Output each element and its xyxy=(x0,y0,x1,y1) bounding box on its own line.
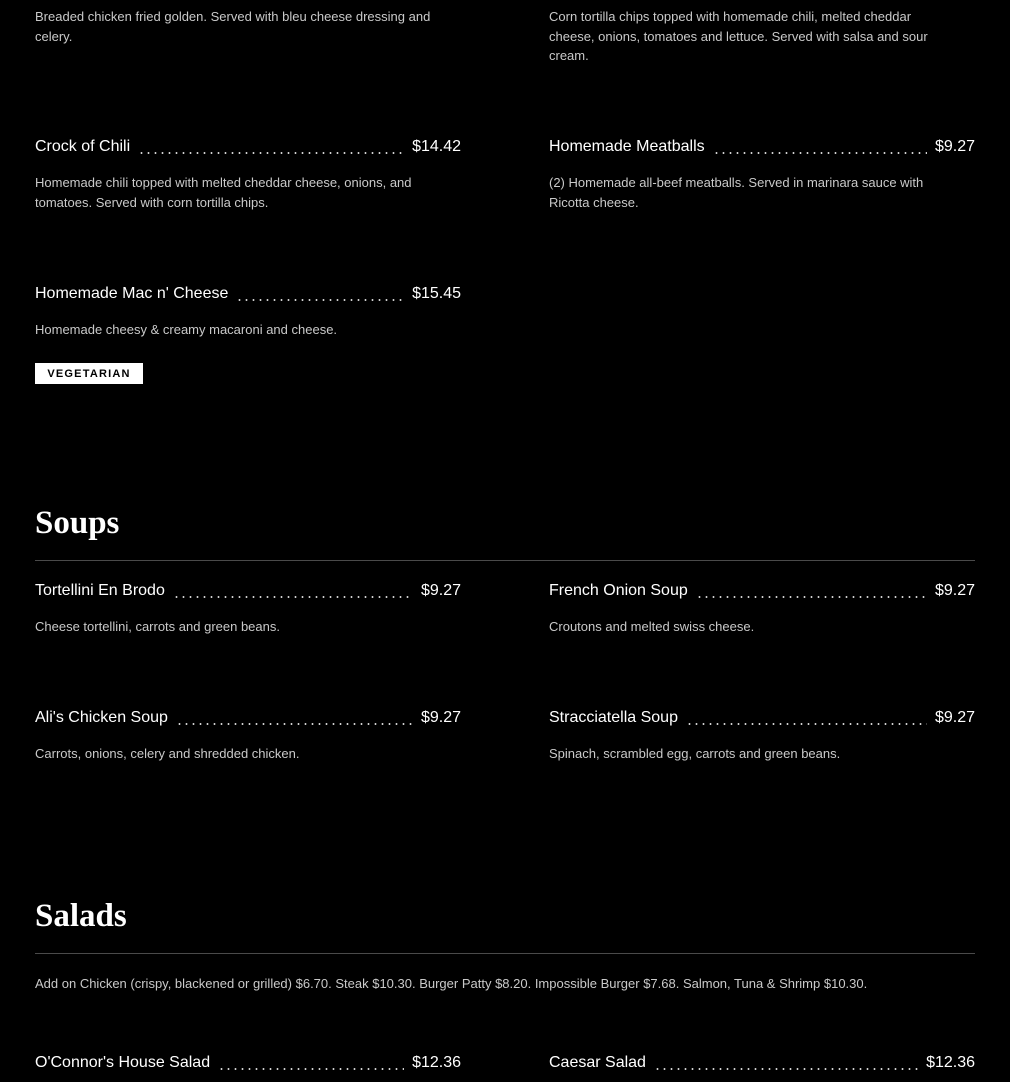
item-price: $15.45 xyxy=(412,285,461,302)
dotted-leader xyxy=(218,1068,404,1070)
item-price: $14.42 xyxy=(412,138,461,155)
item-name: Ali's Chicken Soup xyxy=(35,709,168,726)
item-price: $9.27 xyxy=(934,582,975,599)
dotted-leader xyxy=(713,152,927,154)
item-name: French Onion Soup xyxy=(549,582,688,599)
item-price: $12.36 xyxy=(412,1054,461,1071)
menu-item-oconnors-house-salad xyxy=(35,1054,461,1078)
item-name: Stracciatella Soup xyxy=(549,709,678,726)
menu-item-crock-of-chili xyxy=(35,138,461,162)
section-divider xyxy=(35,560,975,561)
item-name: Caesar Salad xyxy=(549,1054,646,1071)
menu-item-caesar-salad xyxy=(549,1054,975,1078)
section-title-soups: Soups xyxy=(35,505,120,541)
dotted-leader xyxy=(696,596,927,598)
section-title-salads: Salads xyxy=(35,898,127,934)
item-description: Croutons and melted swiss cheese. xyxy=(549,619,755,634)
item-description: Corn tortilla chips topped with homemade chili, melted cheddar cheese, onions, tomatoes and lettuce. Served with salsa and sour cream. xyxy=(549,9,928,63)
dotted-leader xyxy=(236,299,404,301)
item-price: $9.27 xyxy=(934,709,975,726)
item-price: $9.27 xyxy=(420,582,461,599)
item-price: $12.36 xyxy=(926,1054,975,1071)
menu-item-stracciatella-soup xyxy=(549,709,975,733)
item-price: $9.27 xyxy=(420,709,461,726)
dotted-leader xyxy=(686,723,927,725)
vegetarian-badge: VEGETARIAN xyxy=(35,363,143,384)
item-name: O'Connor's House Salad xyxy=(35,1054,211,1071)
dotted-leader xyxy=(654,1068,918,1070)
menu-item-french-onion-soup xyxy=(549,582,975,606)
item-description: Breaded chicken fried golden. Served with bleu cheese dressing and celery. xyxy=(35,9,431,44)
dotted-leader xyxy=(176,723,413,725)
item-name: Crock of Chili xyxy=(35,138,131,155)
menu-item-homemade-meatballs xyxy=(549,138,975,162)
item-description: Carrots, onions, celery and shredded chicken. xyxy=(35,746,300,761)
salads-addon-note: Add on Chicken (crispy, blackened or grilled) $6.70. Steak $10.30. Burger Patty $8.20. Impossible Burger $7.68. Salmon, Tuna & Shrimp $10.30. xyxy=(35,976,868,991)
menu-item-alis-chicken-soup xyxy=(35,709,461,733)
section-divider xyxy=(35,953,975,954)
item-description: Spinach, scrambled egg, carrots and green beans. xyxy=(549,746,841,761)
item-name: Homemade Meatballs xyxy=(549,138,705,155)
item-description: Homemade chili topped with melted cheddar cheese, onions, and tomatoes. Served with corn tortilla chips. xyxy=(35,175,412,210)
dotted-leader xyxy=(138,152,404,154)
item-description: Cheese tortellini, carrots and green beans. xyxy=(35,619,280,634)
item-name: Homemade Mac n' Cheese xyxy=(35,285,229,302)
menu-item-mac-n-cheese xyxy=(35,285,461,309)
item-name: Tortellini En Brodo xyxy=(35,582,165,599)
item-description: Homemade cheesy & creamy macaroni and cheese. xyxy=(35,322,338,337)
item-price: $9.27 xyxy=(934,138,975,155)
item-description: (2) Homemade all-beef meatballs. Served in marinara sauce with Ricotta cheese. xyxy=(549,175,924,210)
menu-item-tortellini-en-brodo xyxy=(35,582,461,606)
dotted-leader xyxy=(173,596,413,598)
